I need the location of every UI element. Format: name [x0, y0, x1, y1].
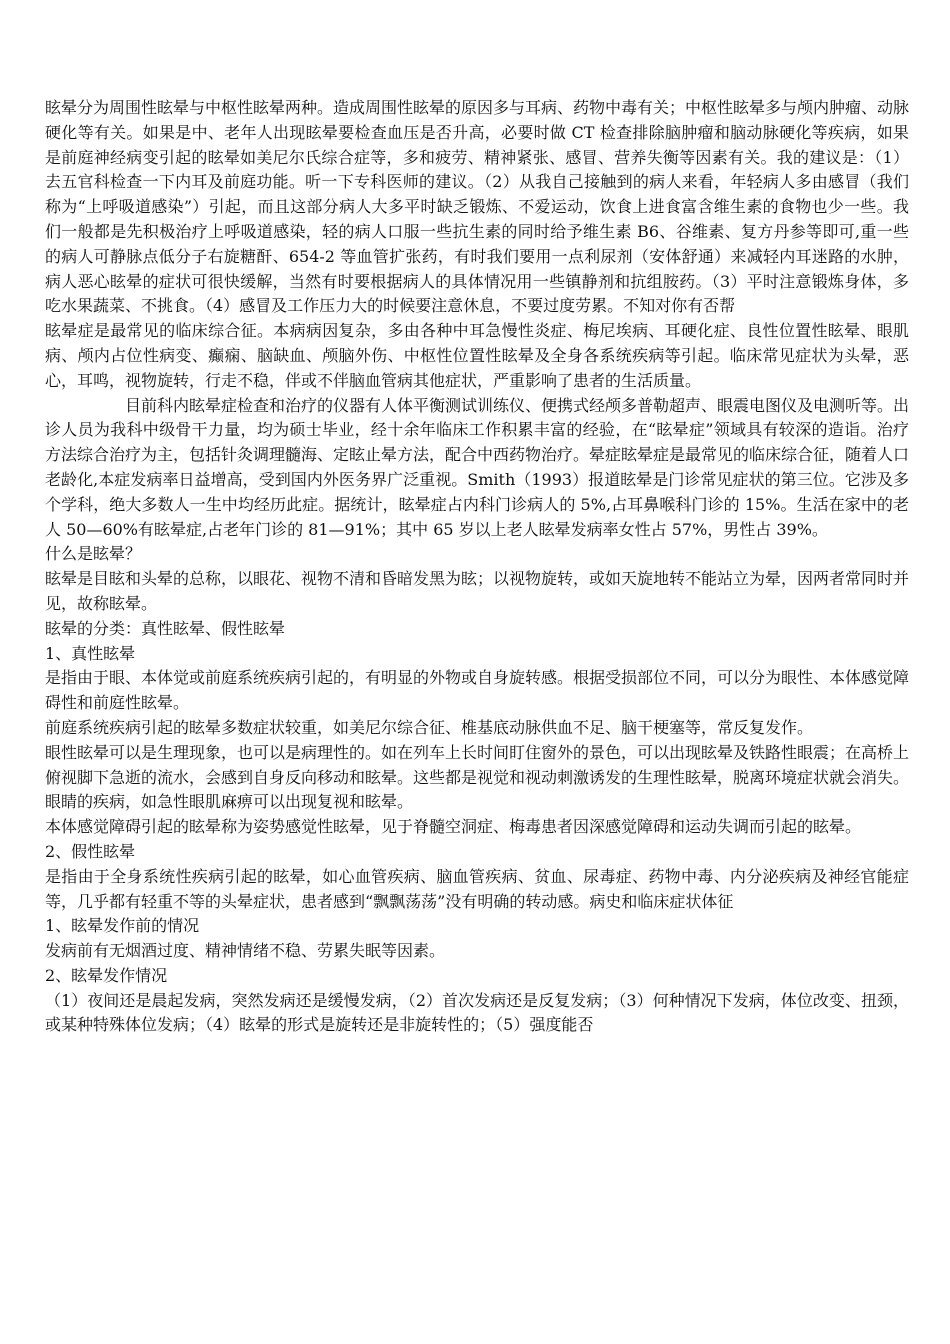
paragraph-department-equipment: 目前科内眩晕症检查和治疗的仪器有人体平衡测试训练仪、便携式经颅多普勒超声、眼震电图仪及电测听等。出诊人员为我科中级骨干力量，均为硕士毕业，经十余年临床工作积累丰富的经验，在“眩晕症”领域具有较深的造诣。治疗方法综合治疗为主，包括针灸调理髓海、定眩止晕方法，配合中西药物治疗。晕症眩晕症是最常见的临床综合征，随着人口老龄化,本症发病率日益增高，受到国内外医务界广泛重视。Smith（1993）报道眩晕是门诊常见症状的第三位。它涉及多个学科，绝大多数人一生中均经历此症。据统计，眩晕症占内科门诊病人的 5%,占耳鼻喉科门诊的 15%。生活在家中的老人 50—60%有眩晕症,占老年门诊的 81—91%；其中 65 岁以上老人眩晕发病率女性占 57%，男性占 39%。 — [45, 395, 910, 539]
heading-onset-details: 2、眩晕发作情况 — [45, 965, 168, 985]
heading-before-onset: 1、眩晕发作前的情况 — [45, 916, 200, 936]
paragraph-vertigo-syndrome: 眩晕症是最常见的临床综合征。本病病因复杂，多由各种中耳急慢性炎症、梅尼埃病、耳硬化症、良性位置性眩晕、眼肌病、颅内占位性病变、癫痫、脑缺血、颅脑外伤、中枢性位置性眩晕及全身各系统疾病等引起。临床常见症状为头晕，恶心，耳鸣，视物旋转，行走不稳，伴或不伴脑血管病其他症状，严重影响了患者的生活质量。 — [45, 321, 909, 390]
paragraph-definition: 眩晕是目眩和头晕的总称，以眼花、视物不清和昏暗发黑为眩；以视物旋转，或如天旋地转不能站立为晕，因两者常同时并见，故称眩晕。 — [45, 569, 910, 613]
paragraph-proprioceptive: 本体感觉障碍引起的眩晕称为姿势感觉性眩晕，见于脊髓空洞症、梅毒患者因深感觉障碍和运动失调而引起的眩晕。 — [45, 817, 862, 837]
paragraph-before-onset: 发病前有无烟酒过度、精神情绪不稳、劳累失眠等因素。 — [45, 941, 446, 961]
heading-true-vertigo: 1、真性眩晕 — [45, 643, 136, 663]
heading-classification: 眩晕的分类：真性眩晕、假性眩晕 — [45, 618, 286, 638]
paragraph-peripheral-vs-central: 眩晕分为周围性眩晕与中枢性眩晕两种。造成周围性眩晕的原因多与耳病、药物中毒有关；中枢性眩晕多与颅内肿瘤、动脉硬化等有关。如果是中、老年人出现眩晕要检查血压是否升高，必要时做 CT 检查排除脑肿瘤和脑动脉硬化等疾病，如果是前庭神经病变引起的眩晕如美尼尔氏综合症等，多和疲劳、精神紧张、感冒、营养失衡等因素有关。我的建议是：（1）去五官科检查一下内耳及前庭功能。听一下专科医师的建议。（2）从我自己接触到的病人来看，年轻病人多由感冒（我们称为“上呼吸道感染”）引起，而且这部分病人大多平时缺乏锻炼、不爱运动，饮食上进食富含维生素的食物也少一些。我们一般都是先积极治疗上呼吸道感染，轻的病人口服一些抗生素的同时给予维生素 B6、谷维素、复方丹参等即可,重一些的病人可静脉点低分子右旋糖酐、654-2 等血管扩张药，有时我们要用一点利尿剂（安体舒通）来减轻内耳迷路的水肿，病人恶心眩晕的症状可很快缓解，当然有时要根据病人的具体情况用一些镇静剂和抗组胺药。（3）平时注意锻炼身体，多吃水果蔬菜、不挑食。（4）感冒及工作压力大的时候要注意休息，不要过度劳累。不知对你有否帮 — [45, 98, 910, 316]
paragraph-true-vertigo: 是指由于眼、本体觉或前庭系统疾病引起的，有明显的外物或自身旋转感。根据受损部位不同，可以分为眼性、本体感觉障碍性和前庭性眩晕。 — [45, 668, 910, 713]
paragraph-pseudo-vertigo: 是指由于全身系统性疾病引起的眩晕，如心血管疾病、脑血管疾病、贫血、尿毒症、药物中毒、内分泌疾病及神经官能症等，几乎都有轻重不等的头晕症状，患者感到“飘飘荡荡”没有明确的转动感。病史和临床症状体征 — [45, 866, 909, 911]
paragraph-vestibular: 前庭系统疾病引起的眩晕多数症状较重，如美尼尔综合征、椎基底动脉供血不足、脑干梗塞等，常反复发作。 — [45, 717, 814, 737]
heading-pseudo-vertigo: 2、假性眩晕 — [45, 841, 136, 861]
heading-what-is-vertigo: 什么是眩晕？ — [45, 544, 142, 564]
paragraph-onset-details: （1）夜间还是晨起发病，突然发病还是缓慢发病，（2）首次发病还是反复发病；（3）何种情况下发病，体位改变、扭颈，或某种特殊体位发病；（4）眩晕的形式是旋转还是非旋转性的；（5）强度能否 — [45, 990, 909, 1035]
paragraph-ocular: 眼性眩晕可以是生理现象，也可以是病理性的。如在列车上长时间盯住窗外的景色，可以出现眩晕及铁路性眼震；在高桥上俯视脚下急逝的流水，会感到自身反向移动和眩晕。这些都是视觉和视动刺激诱发的生理性眩晕，脱离环境症状就会消失。眼睛的疾病，如急性眼肌麻痹可以出现复视和眩晕。 — [45, 742, 910, 812]
document-body — [45, 96, 909, 1038]
